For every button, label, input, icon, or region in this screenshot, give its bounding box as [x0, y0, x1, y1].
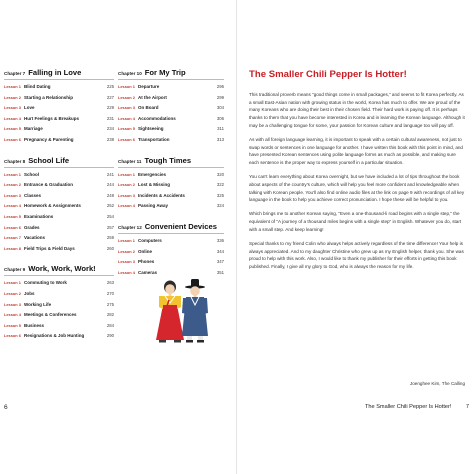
lesson-page-number: 304: [216, 105, 224, 111]
lesson-title: Blind Dating: [24, 84, 51, 89]
lesson-title: Meetings & Conferences: [24, 312, 77, 318]
lesson-title: Computers: [138, 237, 162, 243]
lesson-page-number: 257: [106, 224, 114, 230]
lesson-title: Hurt Feelings & Breakups: [24, 115, 80, 121]
lesson-title: Examinations: [24, 213, 54, 219]
toc-lesson-row: [4, 193, 114, 204]
lesson-number: Lesson 3: [4, 192, 21, 198]
lesson-page-number: 227: [106, 94, 114, 100]
lesson-page-number: 306: [216, 115, 224, 121]
lesson-title: Sightseeing: [138, 126, 164, 132]
lesson-page-number: 322: [216, 182, 224, 188]
lesson-page-number: 244: [106, 182, 114, 188]
lesson-title: Pregnancy & Parenting: [24, 136, 74, 142]
preface-paragraph: Special thanks to my friend Colin who always helps actively regardless of the time difference! Your help is always appreciated. And to my daughter Christine who grew up as my English helper, thank you. She was proud to help with this work. Also, I would like to thank my publisher for their efforts in getting this book published. Finally, I give all my glory to God, who is always the reason for my life.: [249, 240, 464, 269]
chapter-heading: [118, 156, 224, 168]
lesson-number: Lesson 4: [4, 203, 21, 209]
toc-lesson-row: [118, 105, 224, 116]
lesson-title: Classes: [24, 192, 42, 198]
toc-lesson-row: [4, 105, 114, 116]
toc-lesson-row: [4, 203, 114, 214]
preface-paragraph: As with all foreign language learning, it is important to speak with a certain cultural awareness, not just to swap words or sentences in one language for another. I have written this book with this point in mind, and have presented Korean sentences using polite language forms as much as possible, and making sure each sentence is the proper way to express yourself in a particular situation.: [249, 136, 463, 166]
lesson-page-number: 336: [216, 237, 224, 243]
toc-lesson-row: [4, 116, 114, 127]
toc-lesson-row: [4, 280, 114, 291]
toc-lesson-row: [4, 214, 114, 225]
lesson-title: Lost & Missing: [138, 182, 171, 188]
lesson-title: Entrance & Graduation: [24, 182, 74, 188]
lesson-title: Resignations & Job Hunting: [24, 333, 85, 339]
toc-chapter: [4, 156, 114, 257]
lesson-title: Starting a Relationship: [24, 94, 74, 100]
toc-lesson-row: [4, 312, 114, 323]
lesson-page-number: 241: [106, 171, 114, 177]
left-page-number: 6: [4, 404, 8, 411]
lesson-page-number: 320: [216, 171, 224, 177]
toc-lesson-row: [118, 95, 224, 106]
preface-title: The Smaller Chili Pepper Is Hotter!: [249, 69, 407, 80]
lesson-title: Cameras: [138, 269, 158, 275]
lesson-number: Lesson 1: [118, 171, 135, 177]
lesson-page-number: 259: [106, 235, 114, 241]
lesson-number: Lesson 4: [118, 203, 135, 209]
lesson-page-number: 299: [216, 94, 224, 100]
lesson-title: Jobs: [24, 290, 35, 296]
lesson-page-number: 252: [106, 203, 114, 209]
lesson-number: Lesson 4: [118, 115, 135, 121]
toc-lesson-row: [118, 137, 224, 148]
lesson-page-number: 254: [106, 213, 114, 219]
toc-column-2: [118, 68, 224, 288]
lesson-title: School: [24, 171, 40, 177]
lesson-page-number: 238: [106, 136, 114, 142]
lesson-page-number: 270: [106, 290, 114, 296]
lesson-number: Lesson 3: [118, 105, 135, 111]
author-signature: Joenghee Kim, The Calling: [409, 381, 465, 386]
lesson-title: Working Life: [24, 301, 52, 307]
lesson-title: Departure: [138, 84, 160, 89]
chapter-label: Chapter 8: [4, 158, 26, 164]
lesson-title: At the Airport: [138, 94, 167, 100]
lesson-page-number: 351: [216, 269, 224, 275]
lesson-page-number: 248: [106, 192, 114, 198]
lesson-number: Lesson 3: [4, 301, 21, 307]
toc-lesson-row: [118, 238, 224, 249]
chapter-heading: [4, 156, 114, 168]
lesson-number: Lesson 2: [4, 182, 21, 188]
lesson-number: Lesson 1: [4, 84, 21, 89]
lesson-title: Passing Away: [138, 203, 169, 209]
lesson-number: Lesson 5: [4, 126, 21, 132]
man-in-hanbok-figure: [182, 279, 208, 343]
toc-lesson-row: [4, 235, 114, 246]
toc-lesson-row: [118, 116, 224, 127]
lesson-title: Emergencies: [138, 171, 167, 177]
lesson-title: Phones: [138, 259, 155, 265]
toc-lesson-row: [4, 333, 114, 344]
lesson-number: Lesson 6: [4, 136, 21, 142]
lesson-page-number: 313: [216, 136, 224, 142]
lesson-title: Homework & Assignments: [24, 203, 81, 209]
lesson-title: Transportation: [138, 136, 170, 142]
toc-lesson-row: [118, 203, 224, 214]
lesson-page-number: 325: [216, 192, 224, 198]
lesson-page-number: 296: [216, 84, 224, 89]
lesson-number: Lesson 5: [4, 213, 21, 219]
lesson-number: Lesson 1: [118, 237, 135, 243]
lesson-number: Lesson 3: [118, 192, 135, 198]
toc-chapter: [118, 156, 224, 214]
toc-lesson-row: [118, 182, 224, 193]
toc-lesson-row: [118, 84, 224, 95]
lesson-number: Lesson 1: [118, 84, 135, 89]
lesson-number: Lesson 2: [4, 290, 21, 296]
lesson-number: Lesson 6: [4, 224, 21, 230]
lesson-page-number: 324: [216, 203, 224, 209]
lesson-title: Vacations: [24, 235, 46, 241]
lesson-page-number: 344: [216, 248, 224, 254]
lesson-number: Lesson 8: [4, 245, 21, 251]
lesson-title: Incidents & Accidents: [138, 192, 185, 198]
lesson-title: Online: [138, 248, 153, 254]
lesson-number: Lesson 4: [4, 115, 21, 121]
toc-lesson-row: [118, 126, 224, 137]
right-page-footer: [365, 404, 469, 410]
toc-lesson-row: [4, 323, 114, 334]
running-footer-title: The Smaller Chili Pepper Is Hotter!: [365, 404, 452, 410]
chapter-title: School Life: [28, 155, 70, 165]
right-page: [237, 0, 474, 474]
toc-lesson-row: [118, 259, 224, 270]
woman-in-hanbok-figure: [156, 281, 184, 343]
lesson-page-number: 229: [106, 105, 114, 111]
chapter-label: Chapter 7: [4, 71, 26, 76]
korean-couple-illustration: [150, 278, 214, 344]
lesson-number: Lesson 2: [118, 94, 135, 100]
lesson-page-number: 225: [106, 84, 114, 89]
lesson-page-number: 275: [106, 301, 114, 307]
lesson-page-number: 284: [106, 322, 114, 328]
toc-lesson-row: [4, 225, 114, 236]
toc-lesson-row: [118, 193, 224, 204]
lesson-title: Accommodations: [138, 115, 176, 121]
lesson-page-number: 260: [106, 245, 114, 251]
preface-paragraph: You can't learn everything about Korea overnight, but we have included a lot of tips throughout the book about aspects of the country's culture, which will help you feel more confident and knowledgeable when talking with Korean people. You'll also find online audio files at the link on page 9 with recordings of all key language in the book to help you achieve correct pronunciation. I hope these will be helpful to you.: [249, 174, 465, 203]
lesson-number: Lesson 2: [4, 94, 21, 100]
toc-column-1: [4, 68, 114, 352]
chapter-heading: [4, 264, 114, 276]
preface-paragraph: This traditional proverb means "good things come in small packages," and seems to fit Korea perfectly. As a small East-Asian nation with growing status in the world, Korea has much to offer. We are proud of the many Koreans who are doing their best in their chosen field. Their hard work is paying off. It is perhaps thanks to them that you have become interested in Korea and in learning the Korean language. Although it may be a challenging tongue for some, your passion for Korean culture and language too will pay off.: [249, 92, 465, 128]
lesson-number: Lesson 5: [4, 322, 21, 328]
chapter-heading: [118, 68, 224, 80]
toc-lesson-row: [4, 246, 114, 257]
toc-chapter: [118, 222, 224, 280]
toc-lesson-row: [4, 172, 114, 183]
toc-lesson-row: [118, 172, 224, 183]
lesson-title: Field Trips & Field Days: [24, 245, 75, 251]
lesson-title: Love: [24, 105, 35, 111]
lesson-number: Lesson 6: [118, 136, 135, 142]
lesson-number: Lesson 2: [118, 182, 135, 188]
toc-lesson-row: [4, 291, 114, 302]
chapter-title: Falling in Love: [28, 68, 82, 77]
lesson-number: Lesson 3: [4, 105, 21, 111]
lesson-number: Lesson 7: [4, 235, 21, 241]
chapter-label: Chapter 12: [118, 224, 142, 230]
lesson-title: Marriage: [24, 126, 43, 132]
lesson-number: Lesson 4: [4, 312, 21, 318]
preface-paragraph: Which brings me to another Korean saying, "Even a one-thousand-li road begins with a single step," the equivalent of "A journey of a thousand miles begins with a single step" in English. Whatever you do, start with a small step. And keep learning!: [249, 211, 462, 232]
toc-lesson-row: [4, 182, 114, 193]
toc-lesson-row: [4, 302, 114, 313]
lesson-title: On Board: [138, 105, 159, 111]
lesson-page-number: 263: [106, 280, 114, 286]
toc-lesson-row: [4, 126, 114, 137]
lesson-number: Lesson 4: [118, 269, 135, 275]
toc-chapter: [4, 264, 114, 344]
chapter-title: Work, Work, Work!: [28, 264, 96, 274]
lesson-page-number: 234: [106, 126, 114, 132]
lesson-page-number: 231: [106, 115, 114, 121]
preface-body: [249, 91, 465, 277]
chapter-title: For My Trip: [144, 68, 186, 77]
lesson-page-number: 290: [106, 333, 114, 339]
toc-chapter: [118, 68, 224, 148]
right-page-number: 7: [465, 404, 469, 410]
lesson-number: Lesson 5: [118, 126, 135, 132]
chapter-label: Chapter 9: [4, 267, 26, 273]
toc-lesson-row: [4, 95, 114, 106]
toc-lesson-row: [4, 84, 114, 95]
toc-lesson-row: [4, 137, 114, 148]
lesson-page-number: 282: [106, 312, 114, 318]
chapter-heading: [118, 222, 224, 234]
lesson-number: Lesson 6: [4, 333, 21, 339]
chapter-heading: [4, 68, 114, 80]
lesson-number: Lesson 3: [118, 259, 135, 265]
lesson-title: Commuting to Work: [24, 280, 67, 286]
lesson-title: Business: [24, 322, 45, 328]
lesson-number: Lesson 2: [118, 248, 135, 254]
lesson-page-number: 311: [217, 126, 224, 132]
chapter-label: Chapter 11: [118, 158, 142, 164]
toc-lesson-row: [118, 249, 224, 260]
lesson-page-number: 347: [216, 259, 224, 265]
chapter-label: Chapter 10: [118, 71, 142, 76]
chapter-title: Convenient Devices: [144, 221, 217, 231]
toc-chapter: [4, 68, 114, 148]
lesson-number: Lesson 1: [4, 280, 21, 286]
lesson-title: Grades: [24, 224, 40, 230]
chapter-title: Tough Times: [144, 155, 192, 165]
lesson-number: Lesson 1: [4, 171, 21, 177]
